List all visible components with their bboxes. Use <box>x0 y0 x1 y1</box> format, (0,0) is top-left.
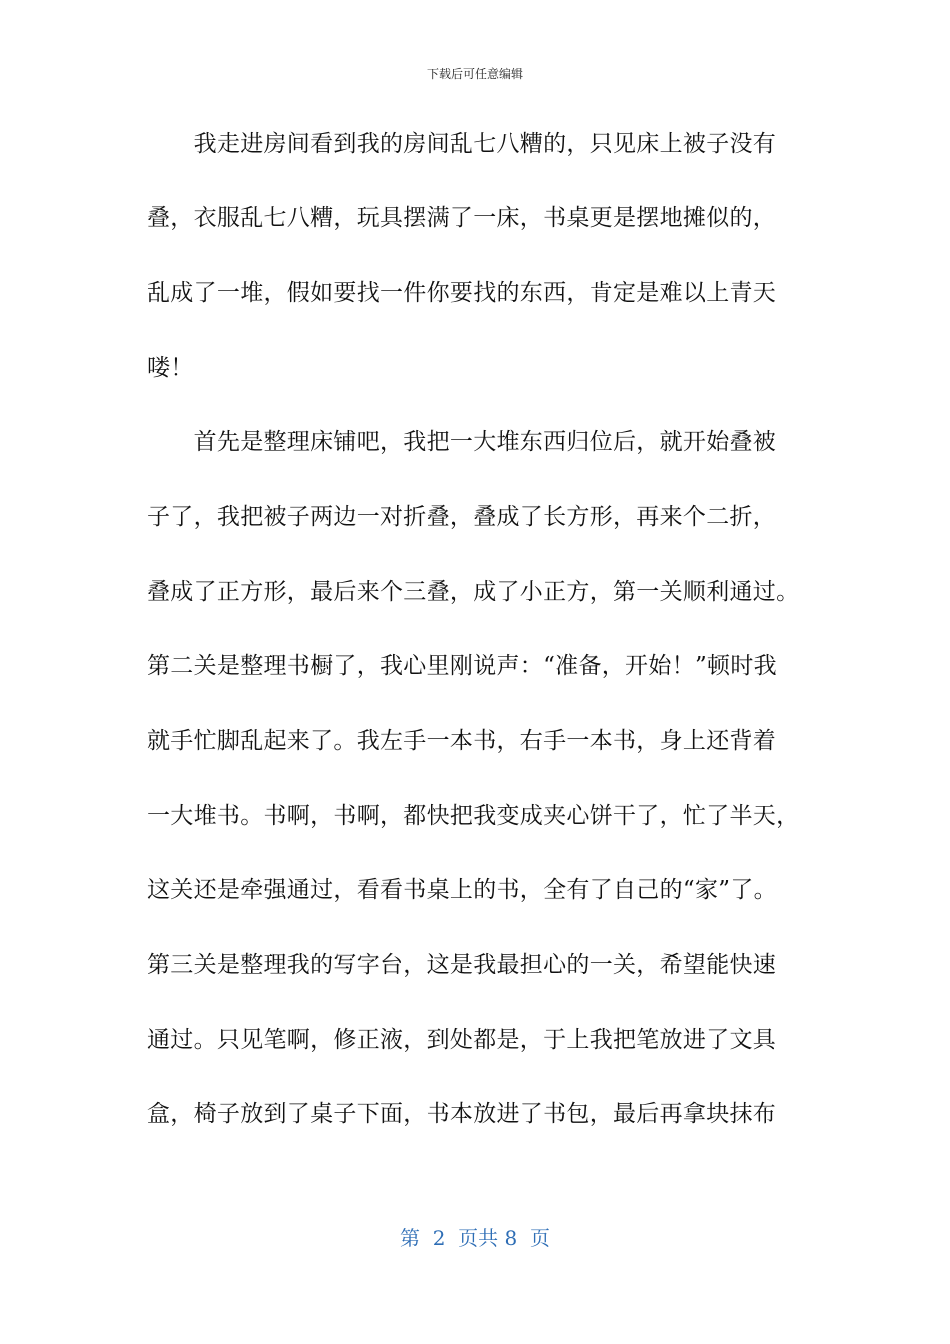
text-line-7: 叠成了正方形，最后来个三叠，成了小正方，第一关顺利通过。 <box>147 579 800 605</box>
text-line-5: 首先是整理床铺吧，我把一大堆东西归位后，就开始叠被 <box>147 429 777 455</box>
text-line-14: 盒，椅子放到了桌子下面，书本放进了书包，最后再拿块抹布 <box>147 1101 777 1127</box>
text-line-3: 乱成了一堆，假如要找一件你要找的东西，肯定是难以上青天 <box>147 280 777 306</box>
text-line-10: 一大堆书。书啊，书啊，都快把我变成夹心饼干了，忙了半天， <box>147 803 800 829</box>
text-line-11: 这关还是牵强通过，看看书桌上的书，全有了自己的“家”了。 <box>147 877 777 903</box>
page-header: 下载后可任意编辑 <box>426 67 523 81</box>
text-line-2: 叠，衣服乱七八糟，玩具摆满了一床，书桌更是摆地摊似的， <box>147 205 777 231</box>
text-line-12: 第三关是整理我的写字台，这是我最担心的一关，希望能快速 <box>147 952 777 978</box>
text-line-9: 就手忙脚乱起来了。我左手一本书，右手一本书，身上还背着 <box>147 728 777 754</box>
text-line-1: 我走进房间看到我的房间乱七八糟的，只见床上被子没有 <box>147 131 777 157</box>
text-line-8: 第二关是整理书橱了，我心里刚说声：“准备，开始！”顿时我 <box>147 653 777 679</box>
text-line-4: 喽！ <box>147 355 194 381</box>
text-line-6: 子了，我把被子两边一对折叠，叠成了长方形，再来个二折， <box>147 504 777 530</box>
text-line-13: 通过。只见笔啊，修正液，到处都是，于上我把笔放进了文具 <box>147 1027 777 1053</box>
page-number-footer: 第 2 页共 8 页 <box>400 1226 550 1250</box>
